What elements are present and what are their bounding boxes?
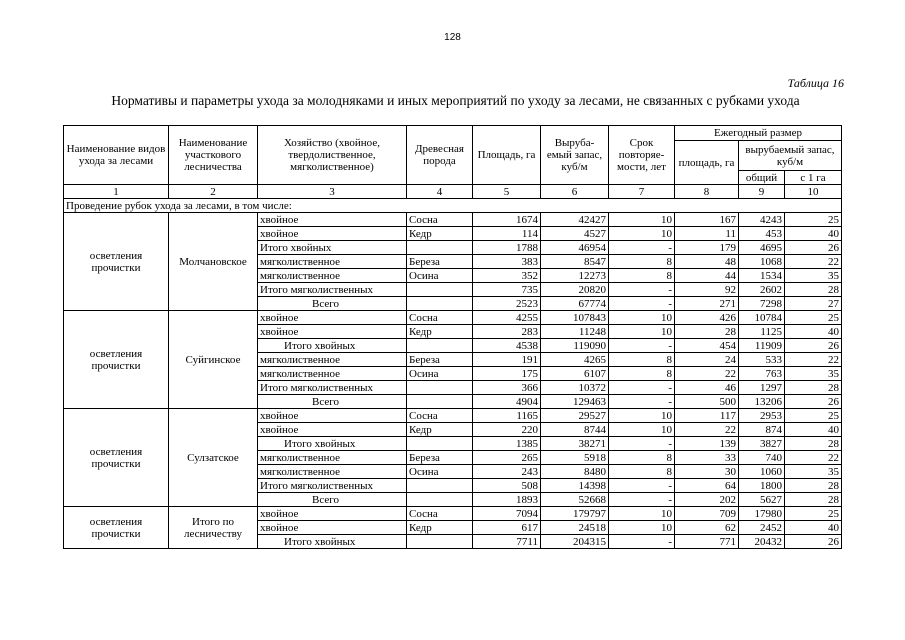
annual-total-cell: 453 bbox=[739, 227, 785, 241]
per-ha-cell: 25 bbox=[785, 507, 842, 521]
area-cell: 352 bbox=[473, 269, 541, 283]
section-row bbox=[64, 199, 842, 213]
volume-cell: 12273 bbox=[541, 269, 609, 283]
period-cell: - bbox=[609, 535, 675, 549]
period-cell: - bbox=[609, 381, 675, 395]
annual-total-cell: 20432 bbox=[739, 535, 785, 549]
header-period: Срок повторяе-мости, лет bbox=[609, 126, 675, 185]
annual-total-cell: 1068 bbox=[739, 255, 785, 269]
area-cell: 366 bbox=[473, 381, 541, 395]
per-ha-cell: 22 bbox=[785, 255, 842, 269]
per-ha-cell: 40 bbox=[785, 521, 842, 535]
annual-area-cell: 771 bbox=[675, 535, 739, 549]
species-cell: Береза bbox=[407, 451, 473, 465]
volume-cell: 119090 bbox=[541, 339, 609, 353]
farm-cell: хвойное bbox=[258, 521, 407, 535]
volume-cell: 38271 bbox=[541, 437, 609, 451]
period-cell: - bbox=[609, 437, 675, 451]
care-type-cell: осветления прочистки bbox=[64, 213, 169, 311]
care-type-cell: осветления прочистки bbox=[64, 507, 169, 549]
volume-cell: 5918 bbox=[541, 451, 609, 465]
volume-cell: 10372 bbox=[541, 381, 609, 395]
table-row bbox=[64, 507, 842, 521]
area-cell: 1165 bbox=[473, 409, 541, 423]
volume-cell: 8744 bbox=[541, 423, 609, 437]
species-cell: Осина bbox=[407, 367, 473, 381]
per-ha-cell: 26 bbox=[785, 395, 842, 409]
col-number: 3 bbox=[258, 185, 407, 199]
annual-area-cell: 62 bbox=[675, 521, 739, 535]
area-cell: 1385 bbox=[473, 437, 541, 451]
col-number: 2 bbox=[169, 185, 258, 199]
farm-cell: мягколиственное bbox=[258, 255, 407, 269]
volume-cell: 11248 bbox=[541, 325, 609, 339]
area-cell: 114 bbox=[473, 227, 541, 241]
species-cell bbox=[407, 395, 473, 409]
annual-total-cell: 1125 bbox=[739, 325, 785, 339]
per-ha-cell: 22 bbox=[785, 353, 842, 367]
area-cell: 243 bbox=[473, 465, 541, 479]
table-row bbox=[64, 409, 842, 423]
period-cell: 8 bbox=[609, 451, 675, 465]
per-ha-cell: 26 bbox=[785, 339, 842, 353]
farm-cell: хвойное bbox=[258, 507, 407, 521]
volume-cell: 4265 bbox=[541, 353, 609, 367]
farm-cell: Всего bbox=[258, 395, 407, 409]
annual-total-cell: 874 bbox=[739, 423, 785, 437]
annual-area-cell: 271 bbox=[675, 297, 739, 311]
annual-total-cell: 5627 bbox=[739, 493, 785, 507]
period-cell: 8 bbox=[609, 255, 675, 269]
annual-area-cell: 500 bbox=[675, 395, 739, 409]
header-species: Древесная порода bbox=[407, 126, 473, 185]
period-cell: 8 bbox=[609, 465, 675, 479]
species-cell: Кедр bbox=[407, 325, 473, 339]
section-label: Проведение рубок ухода за лесами, в том числе: bbox=[64, 199, 842, 213]
annual-total-cell: 17980 bbox=[739, 507, 785, 521]
annual-total-cell: 13206 bbox=[739, 395, 785, 409]
period-cell: - bbox=[609, 339, 675, 353]
header-forestry: Наименование участкового лесничества bbox=[169, 126, 258, 185]
annual-area-cell: 139 bbox=[675, 437, 739, 451]
col-number: 8 bbox=[675, 185, 739, 199]
per-ha-cell: 40 bbox=[785, 325, 842, 339]
per-ha-cell: 35 bbox=[785, 465, 842, 479]
annual-area-cell: 64 bbox=[675, 479, 739, 493]
species-cell: Береза bbox=[407, 255, 473, 269]
species-cell: Сосна bbox=[407, 507, 473, 521]
per-ha-cell: 26 bbox=[785, 241, 842, 255]
farm-cell: мягколиственное bbox=[258, 465, 407, 479]
header-annual: Ежегодный размер bbox=[675, 126, 842, 141]
volume-cell: 29527 bbox=[541, 409, 609, 423]
farm-cell: хвойное bbox=[258, 409, 407, 423]
col-number: 1 bbox=[64, 185, 169, 199]
forest-care-table bbox=[63, 125, 842, 549]
table-row bbox=[64, 213, 842, 227]
volume-cell: 6107 bbox=[541, 367, 609, 381]
header-volume: Выруба-емый запас, куб/м bbox=[541, 126, 609, 185]
species-cell: Сосна bbox=[407, 409, 473, 423]
period-cell: 8 bbox=[609, 353, 675, 367]
area-cell: 7094 bbox=[473, 507, 541, 521]
volume-cell: 8547 bbox=[541, 255, 609, 269]
care-type-cell: осветления прочистки bbox=[64, 311, 169, 409]
annual-area-cell: 454 bbox=[675, 339, 739, 353]
area-cell: 265 bbox=[473, 451, 541, 465]
farm-cell: мягколиственное bbox=[258, 269, 407, 283]
area-cell: 1893 bbox=[473, 493, 541, 507]
forestry-cell: Сулзатское bbox=[169, 409, 258, 507]
farm-cell: Итого хвойных bbox=[258, 241, 407, 255]
farm-cell: хвойное bbox=[258, 227, 407, 241]
volume-cell: 67774 bbox=[541, 297, 609, 311]
annual-area-cell: 22 bbox=[675, 367, 739, 381]
area-cell: 283 bbox=[473, 325, 541, 339]
species-cell bbox=[407, 339, 473, 353]
area-cell: 735 bbox=[473, 283, 541, 297]
per-ha-cell: 28 bbox=[785, 493, 842, 507]
annual-area-cell: 202 bbox=[675, 493, 739, 507]
header-care-type: Наименование видов ухода за лесами bbox=[64, 126, 169, 185]
area-cell: 4538 bbox=[473, 339, 541, 353]
header-annual-volume: вырубаемый запас, куб/м bbox=[739, 141, 842, 171]
header-farm: Хозяйство (хвойное, твердолиственное, мягколиственное) bbox=[258, 126, 407, 185]
farm-cell: Всего bbox=[258, 493, 407, 507]
annual-total-cell: 1534 bbox=[739, 269, 785, 283]
col-number: 9 bbox=[739, 185, 785, 199]
period-cell: - bbox=[609, 283, 675, 297]
species-cell: Сосна bbox=[407, 213, 473, 227]
volume-cell: 8480 bbox=[541, 465, 609, 479]
period-cell: 10 bbox=[609, 423, 675, 437]
species-cell: Кедр bbox=[407, 423, 473, 437]
annual-area-cell: 30 bbox=[675, 465, 739, 479]
header-annual-area: площадь, га bbox=[675, 141, 739, 185]
annual-total-cell: 1800 bbox=[739, 479, 785, 493]
per-ha-cell: 40 bbox=[785, 227, 842, 241]
period-cell: 8 bbox=[609, 269, 675, 283]
per-ha-cell: 27 bbox=[785, 297, 842, 311]
species-cell: Осина bbox=[407, 465, 473, 479]
col-number: 4 bbox=[407, 185, 473, 199]
farm-cell: мягколиственное bbox=[258, 367, 407, 381]
period-cell: - bbox=[609, 297, 675, 311]
period-cell: 8 bbox=[609, 367, 675, 381]
per-ha-cell: 25 bbox=[785, 213, 842, 227]
area-cell: 4904 bbox=[473, 395, 541, 409]
area-cell: 4255 bbox=[473, 311, 541, 325]
volume-cell: 204315 bbox=[541, 535, 609, 549]
col-number: 10 bbox=[785, 185, 842, 199]
annual-area-cell: 426 bbox=[675, 311, 739, 325]
forestry-cell: Молчановское bbox=[169, 213, 258, 311]
table-body bbox=[64, 213, 842, 549]
annual-area-cell: 22 bbox=[675, 423, 739, 437]
farm-cell: Итого мягколиственных bbox=[258, 283, 407, 297]
farm-cell: Итого хвойных bbox=[258, 437, 407, 451]
col-number: 6 bbox=[541, 185, 609, 199]
species-cell bbox=[407, 381, 473, 395]
annual-total-cell: 10784 bbox=[739, 311, 785, 325]
page-number: 128 bbox=[444, 32, 461, 43]
volume-cell: 42427 bbox=[541, 213, 609, 227]
per-ha-cell: 28 bbox=[785, 283, 842, 297]
per-ha-cell: 25 bbox=[785, 409, 842, 423]
forestry-cell: Итого по лесничеству bbox=[169, 507, 258, 549]
per-ha-cell: 25 bbox=[785, 311, 842, 325]
annual-area-cell: 28 bbox=[675, 325, 739, 339]
volume-cell: 20820 bbox=[541, 283, 609, 297]
annual-area-cell: 33 bbox=[675, 451, 739, 465]
table-title: Нормативы и параметры ухода за молодняками и иных мероприятий по уходу за лесами, не связанных с рубками ухода bbox=[111, 93, 800, 108]
period-cell: 10 bbox=[609, 227, 675, 241]
farm-cell: мягколиственное bbox=[258, 451, 407, 465]
per-ha-cell: 28 bbox=[785, 381, 842, 395]
volume-cell: 4527 bbox=[541, 227, 609, 241]
annual-total-cell: 2953 bbox=[739, 409, 785, 423]
annual-total-cell: 11909 bbox=[739, 339, 785, 353]
annual-total-cell: 3827 bbox=[739, 437, 785, 451]
species-cell bbox=[407, 493, 473, 507]
col-number: 5 bbox=[473, 185, 541, 199]
header-annual-total: общий bbox=[739, 171, 785, 185]
species-cell bbox=[407, 535, 473, 549]
annual-total-cell: 2452 bbox=[739, 521, 785, 535]
table-label: Таблица 16 bbox=[787, 76, 844, 90]
species-cell: Осина bbox=[407, 269, 473, 283]
annual-total-cell: 763 bbox=[739, 367, 785, 381]
area-cell: 7711 bbox=[473, 535, 541, 549]
table-row bbox=[64, 311, 842, 325]
annual-total-cell: 7298 bbox=[739, 297, 785, 311]
per-ha-cell: 28 bbox=[785, 479, 842, 493]
farm-cell: Итого мягколиственных bbox=[258, 381, 407, 395]
annual-area-cell: 179 bbox=[675, 241, 739, 255]
annual-area-cell: 48 bbox=[675, 255, 739, 269]
period-cell: 10 bbox=[609, 213, 675, 227]
annual-area-cell: 167 bbox=[675, 213, 739, 227]
forestry-cell: Суйгинское bbox=[169, 311, 258, 409]
period-cell: 10 bbox=[609, 311, 675, 325]
species-cell: Береза bbox=[407, 353, 473, 367]
farm-cell: Итого хвойных bbox=[258, 535, 407, 549]
species-cell bbox=[407, 437, 473, 451]
col-number: 7 bbox=[609, 185, 675, 199]
area-cell: 175 bbox=[473, 367, 541, 381]
annual-total-cell: 2602 bbox=[739, 283, 785, 297]
volume-cell: 179797 bbox=[541, 507, 609, 521]
farm-cell: Всего bbox=[258, 297, 407, 311]
annual-total-cell: 1297 bbox=[739, 381, 785, 395]
species-cell bbox=[407, 297, 473, 311]
annual-area-cell: 117 bbox=[675, 409, 739, 423]
volume-cell: 107843 bbox=[541, 311, 609, 325]
period-cell: 10 bbox=[609, 507, 675, 521]
annual-area-cell: 11 bbox=[675, 227, 739, 241]
per-ha-cell: 28 bbox=[785, 437, 842, 451]
per-ha-cell: 35 bbox=[785, 367, 842, 381]
farm-cell: мягколиственное bbox=[258, 353, 407, 367]
header-area: Площадь, га bbox=[473, 126, 541, 185]
farm-cell: хвойное bbox=[258, 311, 407, 325]
area-cell: 383 bbox=[473, 255, 541, 269]
area-cell: 508 bbox=[473, 479, 541, 493]
period-cell: 10 bbox=[609, 325, 675, 339]
care-type-cell: осветления прочистки bbox=[64, 409, 169, 507]
per-ha-cell: 35 bbox=[785, 269, 842, 283]
column-numbers-row bbox=[64, 185, 842, 199]
volume-cell: 52668 bbox=[541, 493, 609, 507]
volume-cell: 24518 bbox=[541, 521, 609, 535]
annual-total-cell: 4695 bbox=[739, 241, 785, 255]
period-cell: - bbox=[609, 493, 675, 507]
per-ha-cell: 40 bbox=[785, 423, 842, 437]
area-cell: 191 bbox=[473, 353, 541, 367]
species-cell bbox=[407, 241, 473, 255]
volume-cell: 46954 bbox=[541, 241, 609, 255]
farm-cell: хвойное bbox=[258, 213, 407, 227]
area-cell: 1788 bbox=[473, 241, 541, 255]
species-cell: Сосна bbox=[407, 311, 473, 325]
species-cell bbox=[407, 283, 473, 297]
farm-cell: Итого хвойных bbox=[258, 339, 407, 353]
species-cell: Кедр bbox=[407, 227, 473, 241]
period-cell: - bbox=[609, 395, 675, 409]
annual-total-cell: 740 bbox=[739, 451, 785, 465]
period-cell: - bbox=[609, 479, 675, 493]
header-per-ha: с 1 га bbox=[785, 171, 842, 185]
area-cell: 220 bbox=[473, 423, 541, 437]
annual-total-cell: 533 bbox=[739, 353, 785, 367]
period-cell: 10 bbox=[609, 409, 675, 423]
annual-total-cell: 4243 bbox=[739, 213, 785, 227]
area-cell: 2523 bbox=[473, 297, 541, 311]
farm-cell: Итого мягколиственных bbox=[258, 479, 407, 493]
volume-cell: 14398 bbox=[541, 479, 609, 493]
farm-cell: хвойное bbox=[258, 423, 407, 437]
period-cell: - bbox=[609, 241, 675, 255]
volume-cell: 129463 bbox=[541, 395, 609, 409]
farm-cell: хвойное bbox=[258, 325, 407, 339]
species-cell: Кедр bbox=[407, 521, 473, 535]
annual-total-cell: 1060 bbox=[739, 465, 785, 479]
per-ha-cell: 22 bbox=[785, 451, 842, 465]
species-cell bbox=[407, 479, 473, 493]
annual-area-cell: 24 bbox=[675, 353, 739, 367]
annual-area-cell: 92 bbox=[675, 283, 739, 297]
area-cell: 1674 bbox=[473, 213, 541, 227]
annual-area-cell: 46 bbox=[675, 381, 739, 395]
area-cell: 617 bbox=[473, 521, 541, 535]
annual-area-cell: 709 bbox=[675, 507, 739, 521]
period-cell: 10 bbox=[609, 521, 675, 535]
per-ha-cell: 26 bbox=[785, 535, 842, 549]
annual-area-cell: 44 bbox=[675, 269, 739, 283]
